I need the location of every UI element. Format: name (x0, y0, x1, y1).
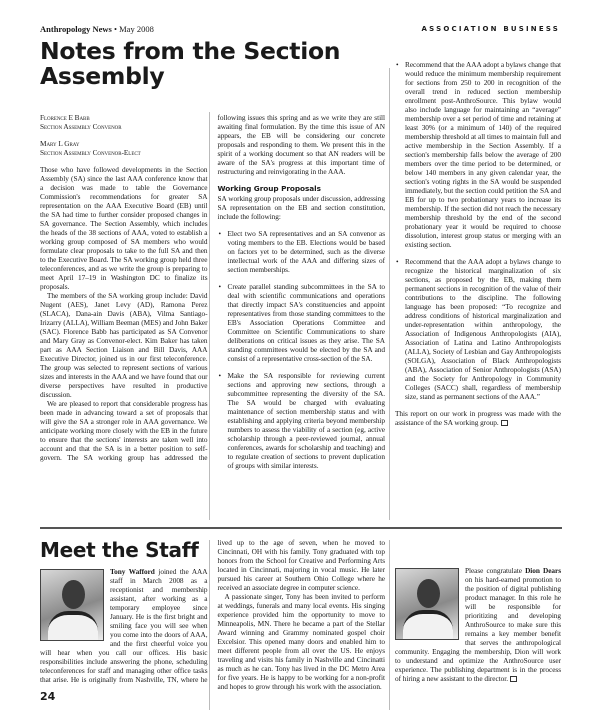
staff-columns-1-2 (40, 538, 385, 691)
list-item: • Recommend that the AAA adopt a bylaws change to recognize the historical marginalization of six sections, as proposed by the EB, making them permanent sections in recognition of the value of their contributions to the discipline. The following language has been proposed: “To recognize and address conditions of historical marginalization and under-representation within anthropology, the Association of Indigenous Anthropologists (AIA), Association of Latina and Latino Anthropologists (ALLA), Society of Lesbian and Gay Anthropologists (SOLGA), Association of Black Anthropologists (ABA), Association of Senior Anthropologists (ASA) and the Society for Anthropology in Community Colleges (SACC) shall, regardless of membership size, stand as permanent sections of the AAA.” (395, 257, 561, 401)
list-item: • Recommend that the AAA adopt a bylaws change that would reduce the minimum membership requirement for sections from 250 to 200 in recognition of the overall trend in reduced section membership enrollment post-AnthroSource. This bylaw would also include language for maintaining an “average” membership over a set period of time and retaining at least 30% (or a minimum of 140) of the required membership threshold at all times to maintain full and active membership in the Section Assembly. If a section's membership falls below the average of 200 members over the time period to be determined, or below 140 members in any given calendar year, the section's voting rights in the SA would be suspended immediately, but the section could petition the SA and EB for up to two probationary years to increase its membership. If the section did not reach the necessary membership threshold by the end of the second probationary year it would be required to choose dissolution, interest group status or merging with an existing section. (395, 60, 561, 249)
dion-dears-photo (395, 568, 459, 640)
article-title: Notes from the Section Assembly (40, 37, 341, 90)
closing-note: This report on our work in progress was made with the assistance of the SA working group. (395, 409, 561, 427)
section-label: ASSOCIATION BUSINESS (421, 25, 560, 33)
staff-column-3 (395, 566, 561, 683)
proposal-list-continued (395, 60, 561, 401)
article-columns-1-2 (40, 113, 385, 470)
author-name: Florence E Babb (40, 113, 90, 122)
list-item: • Elect two SA representatives and an SA convenor as voting members to the EB. Elections would be based on factors yet to be determined, such as the diverse intellectual work of the AAA and differing sizes of section memberships. (218, 229, 386, 274)
running-header: Anthropology News • May 2008 (40, 24, 154, 34)
staff-bio-dion: Please congratulate Dion Dears on his hard-earned promotion to the position of digital publishing product manager. In this role he will be responsible for prioritizing and developing AnthroSource to make sure this remains a key member benefit that serves the anthropological community. Engaging the membership, Dion will work to understand and optimize the AnthroSource user experience. The publishing department is in the process of hiring a new assistant to the director. (395, 566, 561, 683)
author-role: Section Assembly Convenor (40, 122, 122, 131)
list-item: • Make the SA responsible for reviewing current sections and approving new sections, through a subcommittee representing the diversity of the SA. The SA would be charged with evaluating maintenance of section membership status and with establishing and applying criteria beyond membership numbers to assess the viability of a section (eg, active scholarship through a peer-reviewed journal, annual conferences, awards for scholarship and teaching) and to regulate creation of sections to prevent duplication of groups with similar interests. (218, 371, 386, 470)
author-name: Mary L Gray (40, 139, 80, 148)
paragraph: The members of the SA working group include: David Nugent (AES), Janet Levy (AD), Ramona Perez (SLACA), Dana-ain Davis (ABA), Vilma Santiago-Irizarry (ALLA), William Beeman (MES) and John Baker (SAC). Florence Babb has participated as SA Convenor and Mary Gray as Convenor-elect. Kim Baker has taken part as AAA Section Liaison and Bill Davis, AAA Executive Director, joined us in our first teleconference. The group was selected to represent sections of various sizes and interests in the AAA and we have found that our diverse perspectives have resulted in productive discussion. (40, 291, 208, 399)
list-item: • Create parallel standing subcommittees in the SA to deal with scientific communications and operations that directly impact SA's constituencies and appoint representatives from those standing committees to the EB's Association Operations Committee and Committee on Scientific Communications to share deliberations on critical issues as they arise. The SA standing committees would be elected by the SA and consist of a representative cross-section of the SA. (218, 282, 386, 363)
paragraph: A passionate singer, Tony has been invited to perform at weddings, funerals and many local events. His singing experience provided him the opportunity to move to Minneapolis, MN. There he became a part of the Stellar Award winning and Grammy nominated gospel choir Excelsior. This opened many doors and enabled him to meet different people from all over the US. He enjoys traveling and visits his family in Nashville and Cincinatti as much as he can. Tony has lived in the DC Metro Area for five years. He is happy to be working for a non-profit and hopes to grow through his work with the association. (217, 592, 385, 691)
page-number: 24 (40, 690, 56, 703)
end-mark-icon (510, 676, 517, 682)
staff-heading: Meet the Staff (40, 538, 199, 562)
author-role: Section Assembly Convenor-Elect (40, 148, 141, 157)
tony-wafford-photo (40, 569, 104, 641)
staff-bio-tony: Tony Wafford joined the AAA staff in March 2008 as a receptionist and membership assistant, after working as a temporary employee since January. He is the first bright and smiling face you will see when you come into the doors of AAA, and the first cheerful voice you will hear when you call our offices. His basic responsibilities include answering the phone, scheduling teleconferences for staff and managing other office tasks that arise. He is originally from Nashville, TN, where he lived up to the age of seven, when he moved to Cincinnati, OH with his family. Tony graduated with top honors from the School for Creative and Performing Arts located in Cincinnati, majoring in vocal music. He later pursued his career at Southern Ohio College where he received an associate degree in computer science. (40, 538, 385, 684)
issue-date: May 2008 (119, 24, 154, 34)
article-column-3 (395, 60, 561, 427)
paragraph: Those who have followed developments in the Section Assembly (SA) since the last AAA conference know that a decision was made to table the Governance Commission's recommendations for greater SA representation on the AAA Executive Board (EB) until the SA had time to further consider proposed changes in SA governance. The Section Assembly, which includes the heads of the 38 sections of AAA, voted to establish a working group composed of SA members who would formulate clear proposals to take to the full SA and then to the Executive Board. The SA working group held three teleconferences, and as we write the group is preparing to meet April 17–19 in Washington DC to finalize its proposals. (40, 165, 208, 291)
end-mark-icon (501, 420, 508, 426)
staff-name: Dion Dears (525, 566, 561, 575)
column-divider (389, 68, 390, 520)
publication-name: Anthropology News (40, 24, 112, 34)
paragraph: SA working group proposals under discussion, addressing SA representation on the EB and section constitution, include the following: (217, 193, 385, 221)
subheading: Working Group Proposals (217, 184, 321, 193)
column-divider (389, 540, 390, 710)
staff-name: Tony Wafford (110, 567, 155, 576)
section-divider (40, 527, 562, 529)
paragraph: We are pleased to report that considerable progress has been made in advancing toward a set of proposals that will give the SA a stronger role in AAA governance. We anticipate working more closely with the EB in the future to ensure that the sections' interests are taken well into account and that the SA is in a better position to self-govern. The SA working group has addressed the following issues this spring and as we write they are still awaiting final formulation. By the time this issue of AN appears, the EB will be considering our concrete proposals and responding to them. We present this in the spirit of a working document so that AN readers will be aware of the SA's progress at this important time of restructuring and reinvigorating in the AAA. (40, 113, 385, 462)
proposal-list (218, 229, 386, 470)
